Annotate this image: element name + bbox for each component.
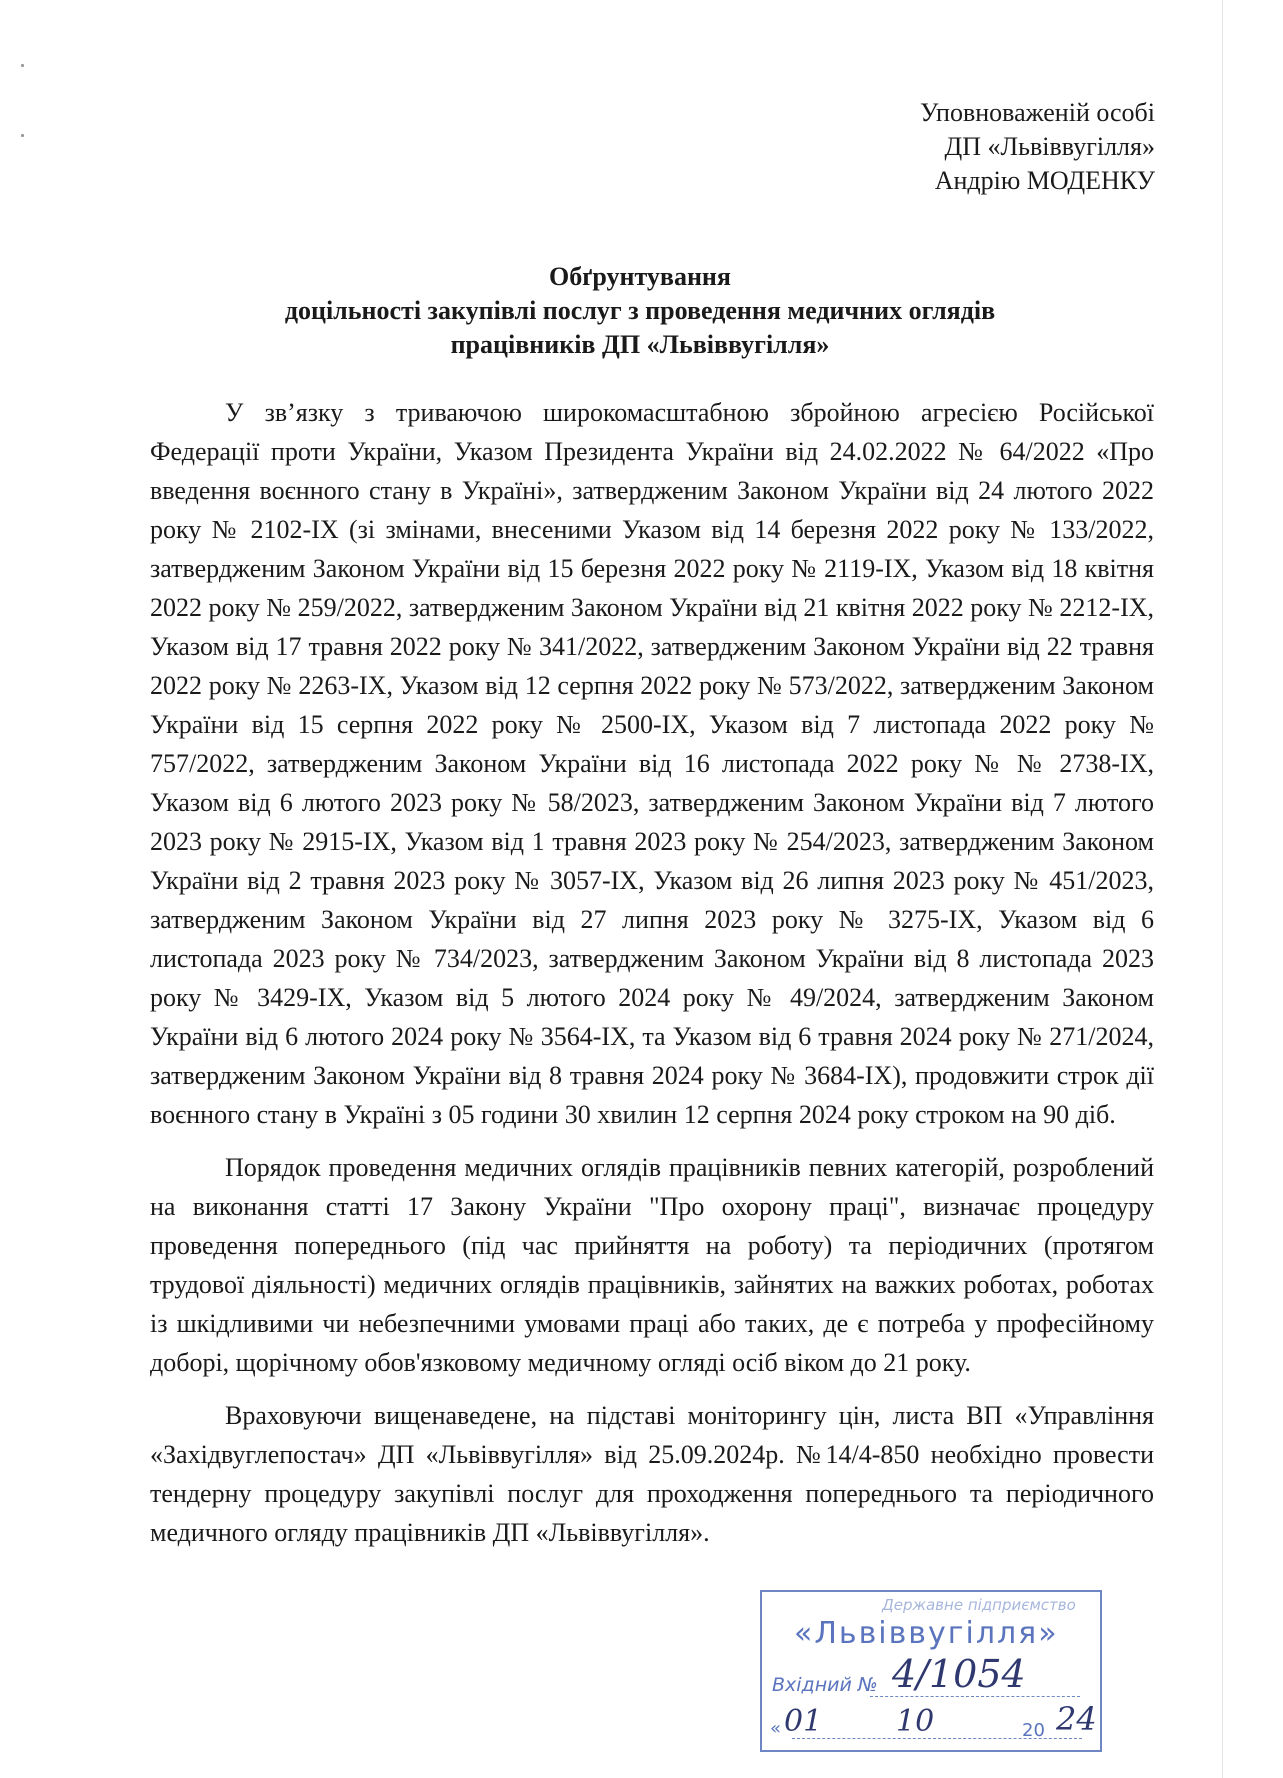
title-line-1: Обґрунтування (549, 262, 731, 291)
stamp-year-suffix: 24 (1056, 1700, 1097, 1738)
body-paragraph-3: Враховуючи вищенаведене, на підставі моніторингу цін, листа ВП «Управління «Західвуглепостач» ДП «Львіввугілля» від 25.09.2024р. №14/4-850 необхідно провести тендерну процедуру закупівлі послуг для проходження попереднього та періодичного медичного огляду працівників ДП «Львіввугілля». (150, 1401, 1154, 1547)
title-line-2: доцільності закупівлі послуг з проведення медичних оглядів (284, 296, 996, 325)
scan-speck (21, 64, 24, 67)
addressee-name: Андрію МОДЕНКУ (934, 166, 1155, 195)
stamp-incoming-number: 4/1054 (892, 1652, 1026, 1696)
body-paragraph-1: У зв’язку з триваючою широкомасштабною збройною агресією Російської Федерації проти України, Указом Президента України від 24.02.2022 № 64/2022 «Про введення воєнного стану в Україні», затвердженим Законом України від 24 лютого 2022 року № 2102-IX (зі змінами, внесеними Указом від 14 березня 2022 року № 133/2022, затвердженим Законом України від 15 березня 2022 року № 2119-IX, Указом від 18 квітня 2022 року № 259/2022, затвердженим Законом України від 21 квітня 2022 року № 2212-IX, Указом від 17 травня 2022 року № 341/2022, затвердженим Законом України від 22 травня 2022 року № 2263-IX, Указом від 12 серпня 2022 року № 573/2022, затвердженим Законом України від 15 серпня 2022 року № 2500-IX, Указом від 7 листопада 2022 року № 757/2022, затвердженим Законом України від 16 листопада 2022 року № № 2738-IX, Указом від 6 лютого 2023 року № 58/2023, затвердженим Законом України від 7 лютого 2023 року № 2915-IX, Указом від 1 травня 2023 року № 254/2023, затвердженим Законом України від 2 травня 2023 року № 3057-IX, Указом від 26 липня 2023 року № 451/2023, затвердженим Законом України від 27 липня 2023 року № 3275-IX, Указом від 6 листопада 2023 року № 734/2023, затвердженим Законом України від 8 листопада 2023 року № 3429-IX, Указом від 5 лютого 2024 року № 49/2024, затвердженим Законом України від 6 лютого 2024 року № 3564-IX, та Указом від 6 травня 2024 року № 271/2024, затвердженим Законом України від 8 травня 2024 року № 3684-IX), продовжити строк дії воєнного стану в Україні з 05 години 30 хвилин 12 серпня 2024 року строком на 90 діб. (150, 398, 1155, 1129)
scan-speck (21, 134, 24, 137)
body-paragraph-2: Порядок проведення медичних оглядів працівників певних категорій, розроблений на виконання статті 17 Закону України "Про охорону праці", визначає процедуру проведення попереднього (під час прийняття на роботу) та періодичних (протягом трудової діяльності) медичних оглядів працівників, зайнятих на важких роботах, роботах із шкідливими чи небезпечними умовами праці або таких, де є потреба у професійному доборі, щорічному обов'язковому медичному огляді осіб віком до 21 року. (150, 1153, 1154, 1377)
stamp-quote-open: « (770, 1718, 782, 1739)
title-line-3: працівників ДП «Львіввугілля» (450, 330, 830, 359)
stamp-year-prefix: 20 (1022, 1720, 1045, 1741)
stamp-incoming-label: Вхідний № (772, 1674, 878, 1696)
stamp-number-line (870, 1696, 1080, 1698)
stamp-date-line (792, 1738, 1082, 1740)
stamp-organization-name: «Львіввугілля» (794, 1616, 1059, 1651)
scan-edge (1222, 0, 1223, 1778)
addressee-position: Уповноваженій особі (919, 98, 1155, 127)
stamp-day: 01 (784, 1704, 823, 1739)
incoming-registration-stamp (760, 1590, 1102, 1752)
stamp-organization-faint: Державне підприємство (882, 1596, 1076, 1614)
document-body (150, 393, 1154, 1556)
document-title (140, 260, 1140, 362)
addressee-organization: ДП «Львіввугілля» (944, 132, 1155, 161)
stamp-month: 10 (896, 1704, 935, 1739)
addressee-block (920, 96, 1155, 198)
